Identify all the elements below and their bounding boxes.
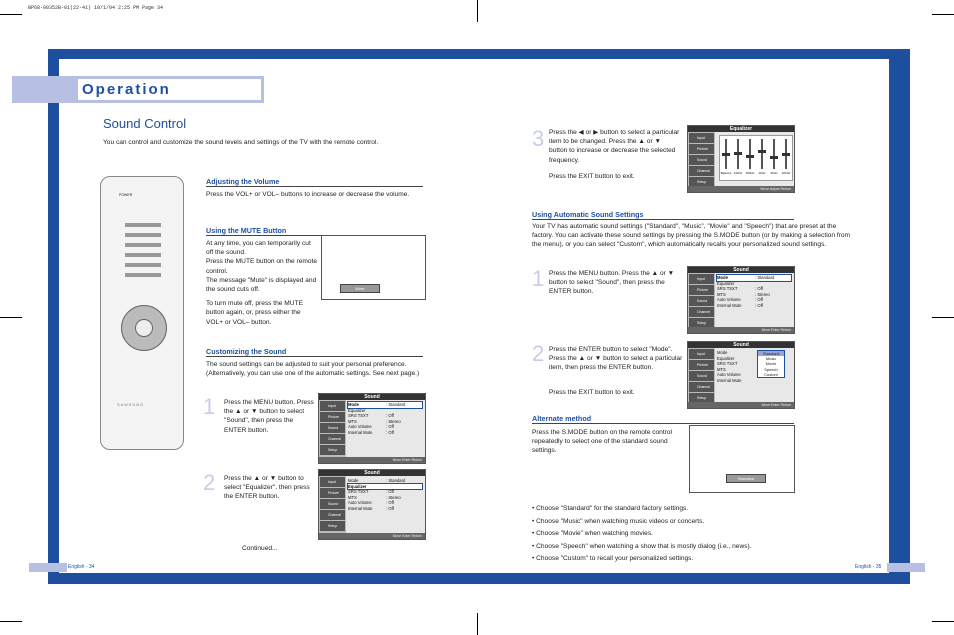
divider bbox=[532, 219, 794, 220]
osd-title: Sound bbox=[364, 394, 380, 400]
divider bbox=[206, 186, 423, 187]
page-number-left: English - 34 bbox=[68, 564, 95, 570]
eq-slider-knob bbox=[734, 152, 742, 155]
osd-row: Auto Volume : Off bbox=[348, 500, 394, 506]
auto-sound-text: Your TV has automatic sound settings ("Standard", "Music", "Movie" and "Speech") that are preset at the factory. You can activate these sound settings by pressing the S.MODE button (or by making a selection from the menu), or you can select "Custom", which automatically recalls your personalized sound settings. bbox=[532, 223, 851, 249]
list-item: • Choose "Speech" when watching a show that is mostly dialog (i.e., news). bbox=[532, 542, 752, 550]
step-2-text: Press the ▲ or ▼ button to select "Equalizer", then press the ENTER button. bbox=[224, 475, 310, 501]
standard-osd-label: Standard bbox=[726, 474, 766, 483]
step-number: 1 bbox=[203, 394, 216, 419]
footer-band bbox=[29, 563, 67, 572]
auto-step-2-exit: Press the EXIT button to exit. bbox=[549, 389, 635, 396]
customize-text: The sound settings can be adjusted to suit your personal preference. (Alternatively, you can use one of the automatic settings. See next page.) bbox=[206, 361, 420, 378]
osd-footer: Move Enter Return bbox=[319, 533, 425, 539]
eq-band-label: 1KHz bbox=[758, 171, 766, 175]
eq-slider-knob bbox=[722, 153, 730, 156]
mode-dropdown: Standard Music Movie Speech Custom bbox=[757, 350, 785, 378]
osd-rows bbox=[348, 402, 422, 436]
osd-rows bbox=[348, 478, 422, 512]
osd-footer: Move Adjust Return bbox=[688, 186, 794, 192]
osd-equalizer-menu bbox=[687, 125, 795, 193]
power-label: POWER bbox=[119, 193, 133, 197]
osd-sound-menu bbox=[318, 469, 426, 540]
osd-row: Equalizer bbox=[348, 484, 422, 490]
eq-slider-track bbox=[773, 139, 775, 169]
list-item: • Choose "Movie" when watching movies. bbox=[532, 530, 653, 537]
page-title: Sound Control bbox=[103, 116, 187, 131]
auto-step-1-text: Press the MENU button. Press the ▲ or ▼ button to select "Sound", then press the ENTER button. bbox=[549, 270, 675, 296]
step-3-exit: Press the EXIT button to exit. bbox=[549, 173, 635, 180]
osd-row: Internal Mute : Off bbox=[348, 505, 394, 511]
osd-title: Sound bbox=[733, 267, 749, 273]
list-item: • Choose "Music" when watching music videos or concerts. bbox=[532, 517, 705, 525]
remote-brand: SAMSUNG bbox=[117, 402, 145, 407]
step-number: 2 bbox=[203, 470, 216, 495]
osd-row: Mode : Standard bbox=[348, 402, 422, 408]
eq-slider-knob bbox=[770, 156, 778, 159]
auto-step-2-text: Press the ENTER button to select "Mode". Press the ▲ or ▼ button to select a particular item, then press the ENTER button. bbox=[549, 346, 683, 372]
osd-row: MTS : Stereo bbox=[348, 494, 401, 500]
list-item: • Choose "Custom" to recall your personalized settings. bbox=[532, 555, 694, 562]
intro-text: You can control and customize the sound levels and settings of the TV with the remote control. bbox=[103, 139, 379, 146]
heading-adjust-volume: Adjusting the Volume bbox=[206, 177, 280, 186]
osd-row: MTS : Stereo bbox=[348, 418, 401, 424]
osd-footer: Move Enter Return bbox=[319, 457, 425, 463]
osd-rows: Mode : Standard Equalizer SRS TSXT : Off MTS : Stereo Auto Volume : Off Internal Mute : Off bbox=[717, 275, 791, 309]
eq-slider-knob bbox=[782, 153, 790, 156]
eq-band-label: Balance bbox=[720, 171, 732, 175]
osd-footer: Move Enter Return bbox=[688, 327, 794, 333]
print-header: BP68-00352B-01(22-41) 10/1/04 2:25 PM Page 34 bbox=[28, 5, 164, 11]
crop-mark bbox=[0, 621, 22, 622]
osd-row: Mode : Standard bbox=[348, 478, 406, 483]
heading-alternate-method: Alternate method bbox=[532, 414, 592, 423]
osd-sidebar: Input Picture Sound Channel Setup bbox=[319, 400, 346, 457]
osd-row: SRS TSXT : Off bbox=[348, 413, 394, 419]
osd-row: SRS TSXT : Off bbox=[348, 489, 394, 495]
eq-slider-knob bbox=[746, 155, 754, 158]
eq-band-label: 300Hz bbox=[745, 171, 755, 175]
page-number-right: English - 35 bbox=[855, 564, 882, 570]
remote-enter-button bbox=[135, 319, 153, 337]
standard-screen bbox=[689, 425, 795, 493]
step-number: 2 bbox=[532, 341, 545, 366]
osd-sidebar: Input Picture Sound Channel Setup bbox=[688, 348, 715, 402]
section-tab-label: Operation bbox=[82, 81, 171, 98]
registration-mark bbox=[477, 0, 478, 22]
divider bbox=[206, 356, 423, 357]
osd-title: Equalizer bbox=[729, 126, 753, 132]
step-number: 1 bbox=[532, 266, 545, 291]
osd-rows: Mode Equalizer SRS TSXT MTS Auto Volume Internal Mute bbox=[717, 350, 742, 383]
osd-footer: Move Enter Return bbox=[688, 402, 794, 408]
osd-title: Sound bbox=[364, 470, 380, 476]
osd-sound-menu bbox=[687, 266, 795, 334]
eq-band-label: 10KHz bbox=[781, 171, 791, 175]
step-number: 3 bbox=[532, 126, 545, 151]
eq-slider-knob bbox=[758, 150, 766, 153]
osd-sound-mode-menu bbox=[687, 341, 795, 409]
eq-slider-track bbox=[761, 139, 763, 169]
registration-mark bbox=[0, 317, 22, 318]
osd-sidebar: Input Picture Sound Channel Setup bbox=[319, 476, 346, 533]
osd-row: Internal Mute : Off bbox=[348, 429, 394, 435]
mute-text: At any time, you can temporarily cut off the sound. Press the MUTE button on the remote control. The message "Mute" is displayed and the sound cuts off. To turn mute off, press the MUTE button again, or, press either the VOL+ or VOL– button. bbox=[206, 240, 318, 326]
divider bbox=[532, 423, 794, 424]
mute-screen bbox=[321, 235, 426, 300]
osd-title: Sound bbox=[733, 342, 749, 348]
osd-row: Auto Volume : Off bbox=[348, 424, 394, 430]
heading-auto-sound: Using Automatic Sound Settings bbox=[532, 210, 644, 219]
remote-button-grid bbox=[125, 217, 161, 277]
heading-mute: Using the MUTE Button bbox=[206, 226, 287, 235]
crop-mark bbox=[932, 14, 954, 15]
step-3-text: Press the ◀ or ▶ button to select a particular item to be changed. Press the ▲ or ▼ button to increase or decrease the selected frequency. bbox=[549, 129, 680, 164]
heading-customize: Customizing the Sound bbox=[206, 347, 287, 356]
alternate-text: Press the S.MODE button on the remote control repeatedly to select one of the standard sound settings. bbox=[532, 429, 673, 455]
osd-sidebar: Input Picture Sound Channel Setup bbox=[688, 132, 715, 186]
registration-mark bbox=[477, 613, 478, 635]
list-item: • Choose "Standard" for the standard factory settings. bbox=[532, 505, 689, 512]
registration-mark bbox=[932, 317, 954, 318]
continued-text: Continued... bbox=[242, 545, 278, 552]
eq-band-label: 3KHz bbox=[770, 171, 778, 175]
adjust-volume-text: Press the VOL+ or VOL– buttons to increase or decrease the volume. bbox=[206, 191, 410, 198]
osd-sound-menu bbox=[318, 393, 426, 464]
osd-row: Equalizer bbox=[348, 407, 366, 413]
crop-mark bbox=[932, 621, 954, 622]
osd-sidebar: Input Picture Sound Channel Setup bbox=[688, 273, 715, 327]
eq-band-label: 100Hz bbox=[733, 171, 743, 175]
equalizer-area bbox=[719, 135, 793, 181]
step-1-text: Press the MENU button. Press the ▲ or ▼ button to select "Sound", then press the ENTER button. bbox=[224, 399, 314, 434]
footer-band bbox=[887, 563, 925, 572]
remote-control-illustration bbox=[100, 176, 184, 450]
crop-mark bbox=[0, 14, 22, 15]
mute-osd-label: Mute bbox=[340, 284, 380, 293]
mode-bullet-list bbox=[532, 503, 852, 566]
